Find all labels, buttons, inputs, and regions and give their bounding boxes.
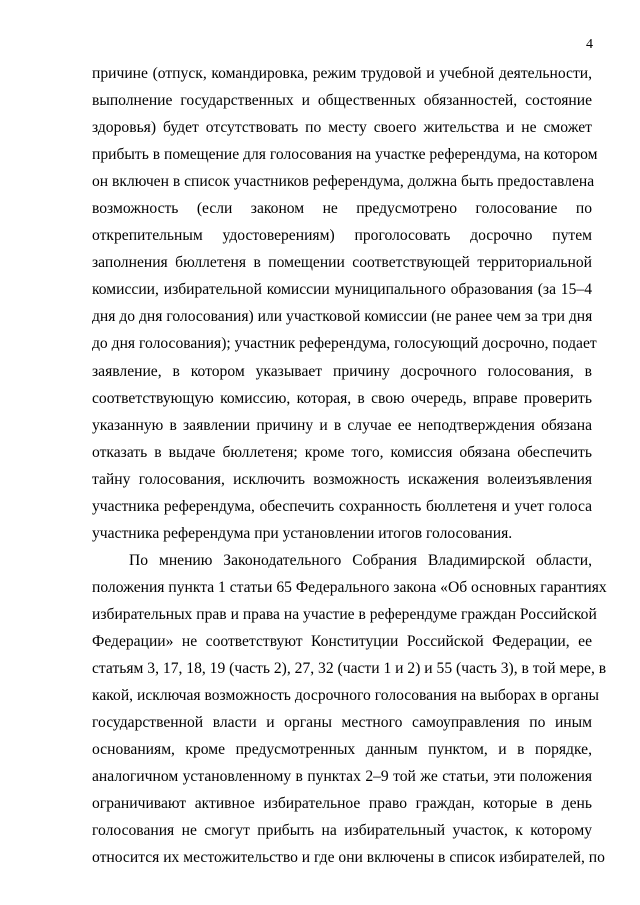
text-line: ограничивают активное избирательное право граждан, которые в день [92, 795, 592, 813]
text-line: дня до дня голосования) или участковой комиссии (не ранее чем за три дня [92, 308, 593, 326]
text-line: отказать в выдаче бюллетеня; кроме того, комиссия обязана обеспечить [92, 443, 592, 461]
text-line: Федерации» не соответствуют Конституции Российской Федерации, ее [92, 632, 592, 650]
text-line: причине (отпуск, командировка, режим трудовой и учебной деятельности, [92, 65, 592, 82]
text-line: выполнение государственных и общественных обязанностей, состояние [92, 92, 592, 110]
document-body [92, 60, 607, 871]
text-line: комиссии, избирательной комиссии муниципального образования (за 15–4 [92, 281, 592, 299]
text-line: статьям 3, 17, 18, 19 (часть 2), 27, 32 (части 1 и 2) и 55 (часть 3), в той мере, в [92, 660, 607, 678]
text-line: аналогичном установленному в пунктах 2–9 той же статьи, эти положения [92, 768, 592, 786]
text-line: основаниям, кроме предусмотренных данным пунктом, и в порядке, [92, 741, 592, 759]
text-line: По мнению Законодательного Собрания Владимирской области, [129, 551, 592, 569]
text-line: какой, исключая возможность досрочного голосования на выборах в органы [92, 687, 600, 705]
text-line: участника референдума при установлении итогов голосования. [92, 524, 513, 542]
text-line: заявление, в котором указывает причину досрочного голосования, в [92, 362, 592, 380]
text-line: избирательных прав и права на участие в референдуме граждан Российской [92, 605, 597, 623]
text-line: голосования не смогут прибыть на избирательный участок, к которому [92, 822, 592, 840]
text-line: здоровья) будет отсутствовать по месту своего жительства и не сможет [92, 119, 592, 137]
text-line: прибыть в помещение для голосования на участке референдума, на котором [92, 146, 598, 164]
text-line: относится их местожительство и где они включены в список избирателей, по [92, 849, 605, 867]
text-line: соответствующую комиссию, которая, в свою очередь, вправе проверить [92, 389, 592, 407]
text-line: открепительным удостоверениям) проголосовать досрочно путем [92, 227, 592, 245]
text-line: указанную в заявлении причину и в случае ее неподтверждения обязана [92, 416, 592, 434]
text-line: он включен в список участников референдума, должна быть предоставлена [92, 173, 595, 191]
text-line: заполнения бюллетеня в помещении соответствующей территориальной [92, 254, 592, 272]
page-number: 4 [586, 37, 593, 52]
paragraph [92, 547, 607, 872]
text-line: тайну голосования, исключить возможность искажения волеизъявления [92, 470, 592, 488]
text-line: возможность (если законом не предусмотрено голосование по [92, 200, 592, 218]
text-line: до дня голосования); участник референдума, голосующий досрочно, подает [92, 335, 597, 353]
text-line: положения пункта 1 статьи 65 Федерального закона «Об основных гарантиях [92, 578, 607, 596]
paragraph [92, 60, 598, 547]
text-line: государственной власти и органы местного самоуправления по иным [92, 714, 592, 732]
text-line: участника референдума, обеспечить сохранность бюллетеня и учет голоса [92, 497, 592, 515]
